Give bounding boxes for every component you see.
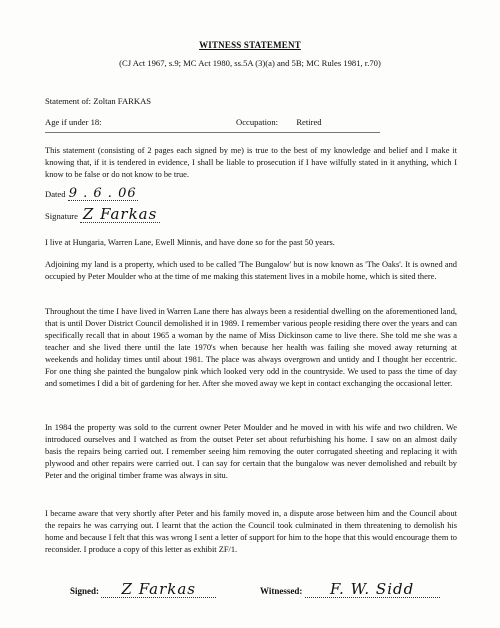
divider-rule — [45, 132, 380, 133]
age-label: Age if under 18: — [45, 117, 102, 127]
statute-references: (CJ Act 1967, s.9; MC Act 1980, ss.5A (3)(a) and 5B; MC Rules 1981, r.70) — [119, 58, 381, 68]
signature-value: Z Farkas — [82, 205, 158, 223]
paragraph-3: Throughout the time I have lived in Warren Lane there has always been a residential dwelling on the aforementioned land, that is until Dover District Council demolished it in 1989. I remember various people residing there over the years and can specifically recall that in about 1965 a woman by the name of Miss Dickinson came to live there. She told me she was a teacher and she lived there until the late 1970's when because her health was failing she moved away returning at weekends and holiday times until about 1981. The place was always overgrown and untidy and I thought her eccentric. For one thing she painted the bungalow pink which looked very odd in the countryside. We used to pass the time of day and sometimes I did a bit of gardening for her. After she moved away we kept in contact exchanging the occasional letter. — [45, 307, 457, 388]
paragraph-2: Adjoining my land is a property, which used to be called 'The Bungalow' but is now known as 'The Oaks'. It is owned and occupied by Peter Moulder who at the time of me making this statement lives in a mobile home, which is sited there. — [45, 260, 457, 281]
witnessed-label: Witnessed: — [260, 586, 303, 596]
witnessed-row — [260, 580, 440, 598]
dated-label: Dated — [45, 189, 66, 199]
paragraph-1: I live at Hungaria, Warren Lane, Ewell Minnis, and have done so for the past 50 years. — [45, 238, 335, 247]
signed-signature: Z Farkas — [121, 580, 196, 598]
dated-value: 9 . 6 . 06 — [68, 186, 137, 201]
document-title: WITNESS STATEMENT — [199, 40, 301, 50]
signed-label: Signed: — [70, 586, 100, 596]
declaration-text: This statement (consisting of 2 pages each signed by me) is true to the best of my knowledge and belief and I make it knowing that, if it is tendered in evidence, I shall be liable to prosecution if I have wilfully stated in it anything, which I know to be false or do not know to be true. — [45, 146, 457, 179]
paragraph-4: In 1984 the property was sold to the current owner Peter Moulder and he moved in with his wife and two children. We introduced ourselves and I watched as from the outset Peter set about refurbishing his home. I saw on an almost daily basis the repairs being carried out. I remember seeing him removing the outer corrugated sheeting and replacing it with plywood and other repairs were carried out. I can say for certain that the bungalow was never demolished and rebuilt by Peter and the original timber frame was always in situ. — [45, 423, 457, 480]
signature-row — [45, 205, 160, 223]
statement-of-label: Statement of: — [45, 96, 92, 106]
occupation-row — [236, 116, 322, 128]
occupation-value: Retired — [296, 117, 322, 127]
witness-signature: F. W. Sidd — [329, 580, 415, 598]
statement-of-row — [45, 95, 151, 107]
dated-row — [45, 188, 138, 201]
signed-row — [70, 580, 216, 598]
statement-of-value: Zoltan FARKAS — [93, 96, 152, 106]
paragraph-5: I became aware that very shortly after Peter and his family moved in, a dispute arose between him and the Council about the repairs he was carrying out. I learnt that the action the Council took culminated in them threatening to demolish his home and because I felt that this was wrong I sent a letter of support for him to the hope that this would encourage them to reconsider. I produce a copy of this letter as exhibit ZF/1. — [45, 509, 457, 554]
occupation-label: Occupation: — [236, 117, 278, 127]
signature-label: Signature — [45, 211, 78, 221]
